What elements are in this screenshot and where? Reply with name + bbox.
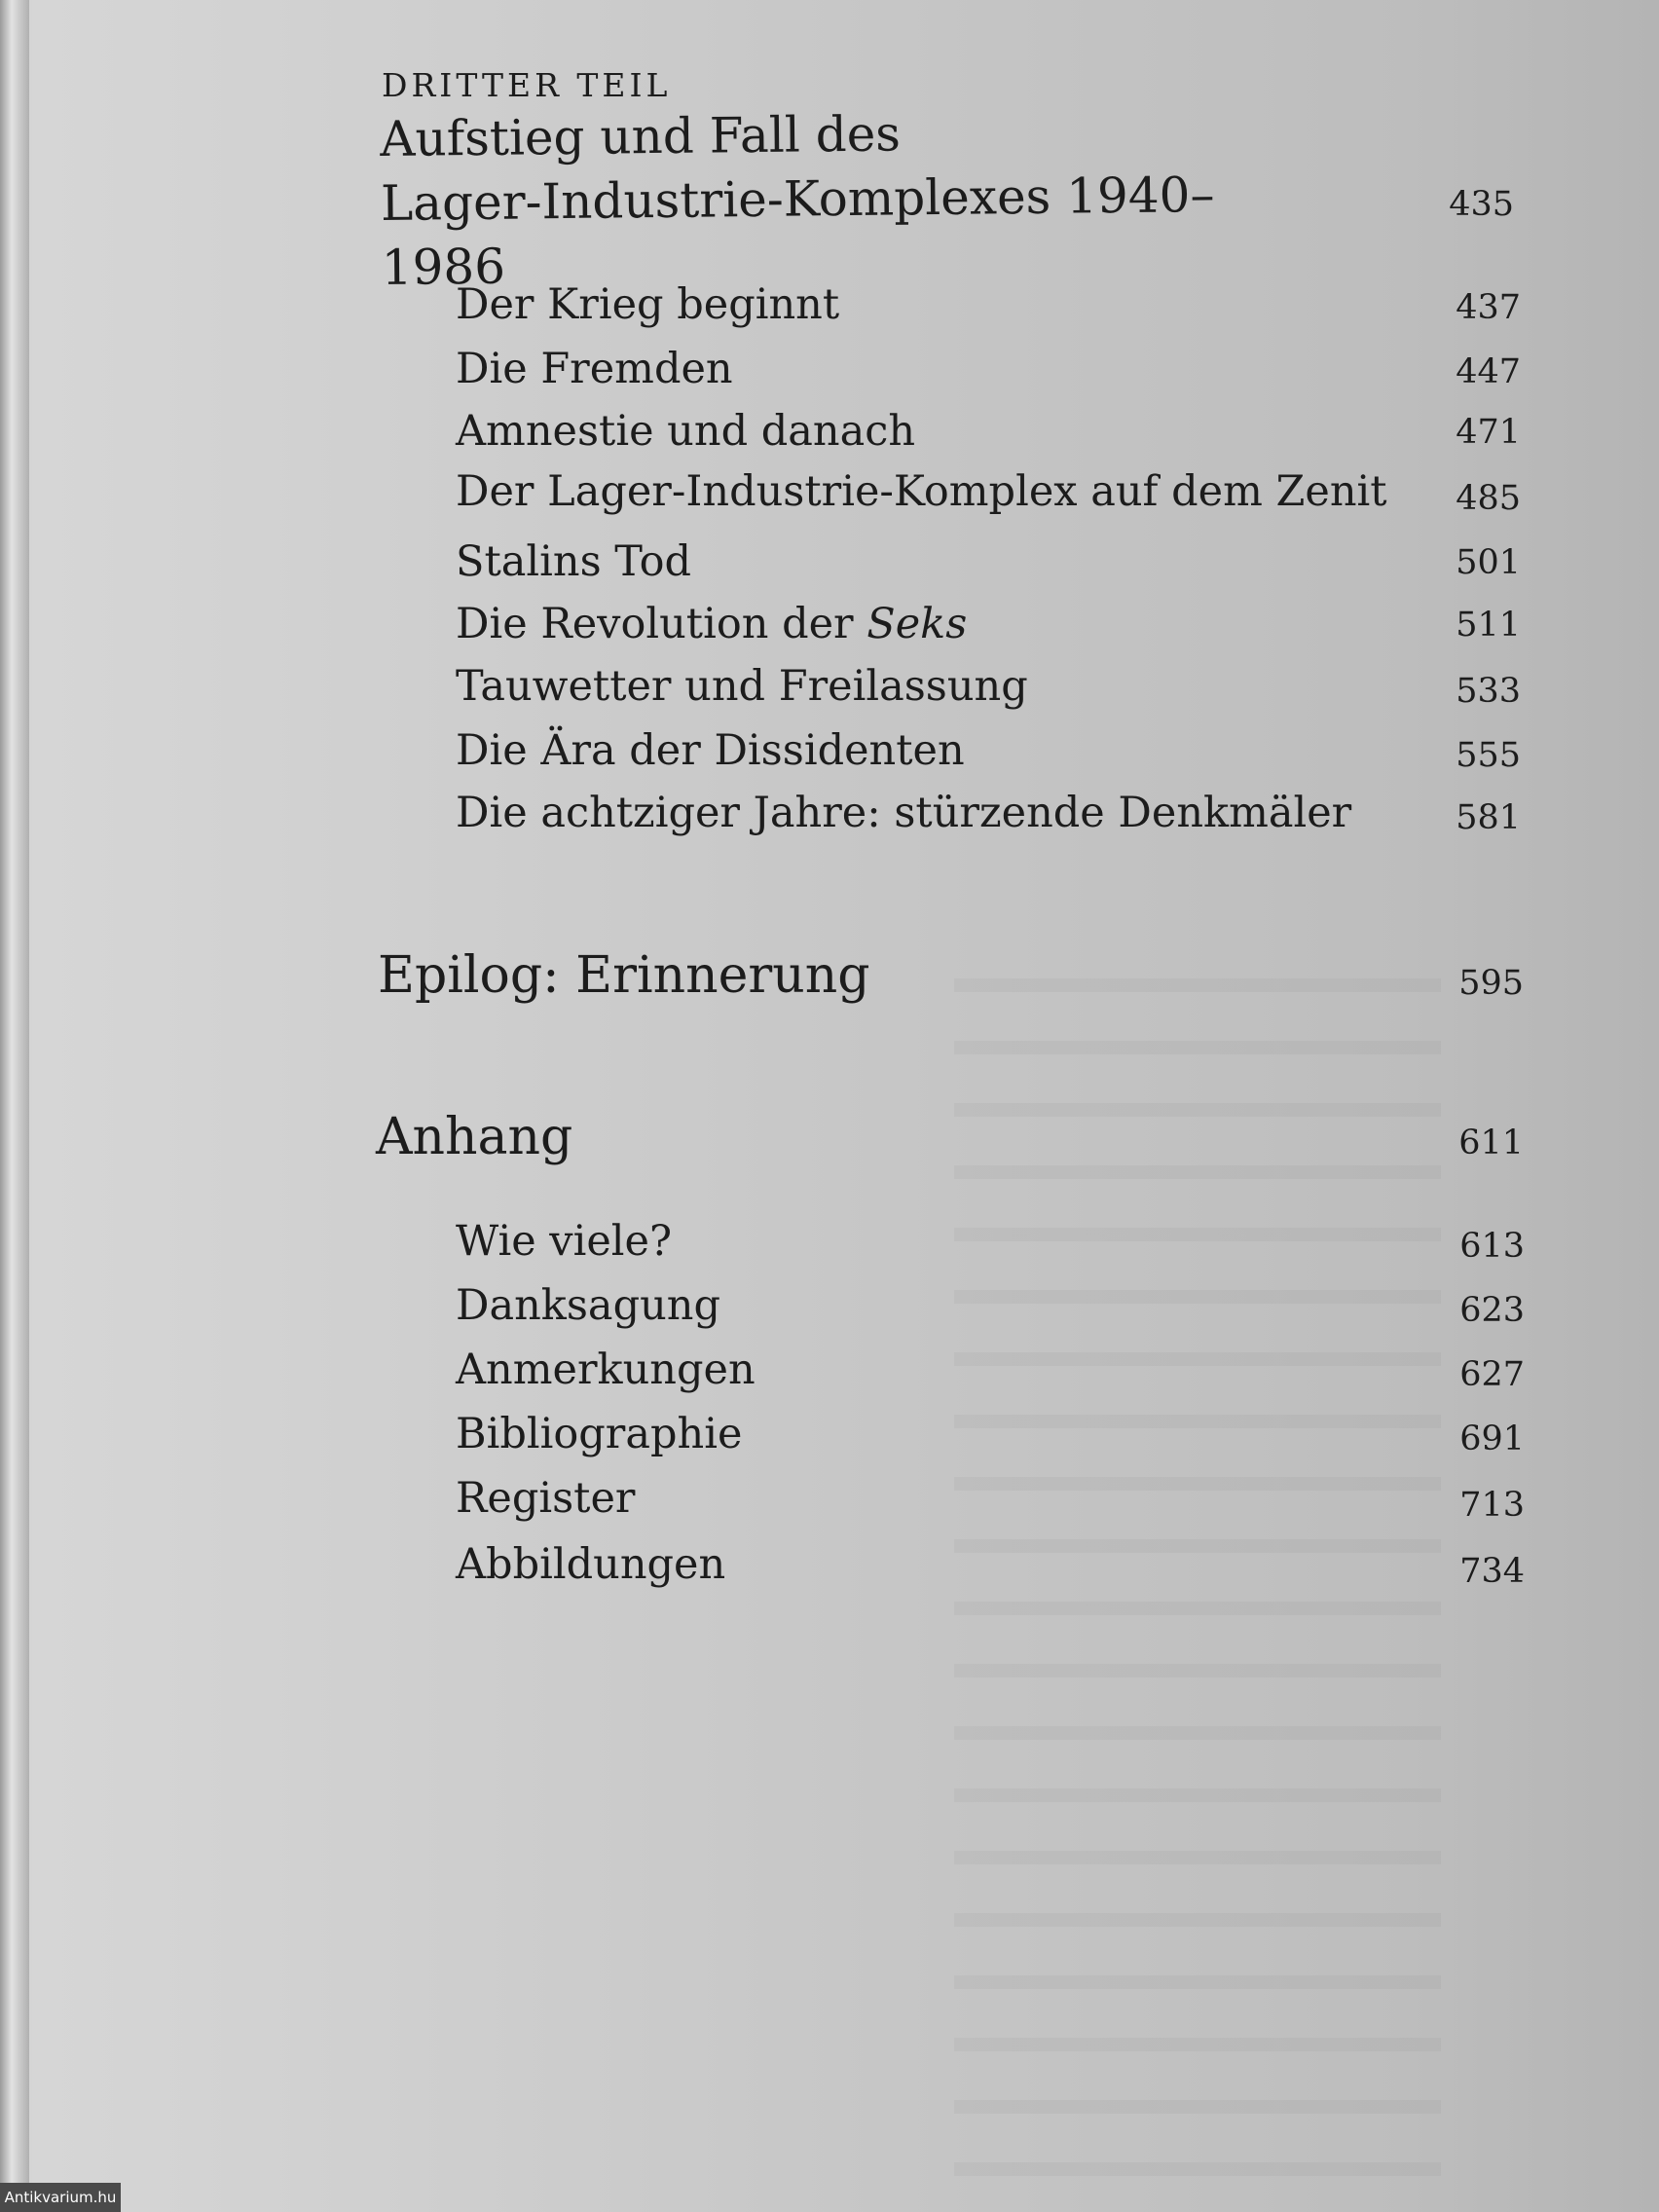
entry-title: Amnestie und danach	[456, 407, 916, 456]
toc-entry[interactable]	[456, 726, 965, 775]
epilog-page: 595	[1458, 964, 1524, 1003]
entry-title: Danksagung	[456, 1281, 721, 1330]
entry-page: 533	[1456, 672, 1521, 711]
entry-title: Der Krieg beginnt	[456, 280, 840, 329]
toc-entry[interactable]	[456, 467, 1387, 516]
entry-page: 501	[1456, 543, 1521, 582]
watermark-credit: Antikvarium.hu	[0, 2183, 121, 2212]
entry-page: 627	[1459, 1355, 1525, 1394]
entry-title: Die Revolution der	[456, 600, 867, 648]
entry-title: Abbildungen	[456, 1540, 726, 1589]
toc-entry[interactable]	[456, 662, 1028, 711]
entry-title: Die achtziger Jahre: stürzende Denkmäler	[456, 789, 1352, 837]
entry-title-italic: Seks	[866, 600, 968, 648]
entry-page: 555	[1456, 736, 1521, 775]
show-through	[954, 930, 1441, 2195]
entry-title: Bibliographie	[456, 1410, 743, 1458]
entry-page: 623	[1459, 1291, 1525, 1330]
part-page: 435	[1449, 185, 1514, 224]
entry-page: 734	[1459, 1552, 1525, 1591]
toc-entry[interactable]	[456, 407, 915, 456]
entry-page: 691	[1459, 1419, 1525, 1458]
entry-page: 713	[1459, 1486, 1525, 1525]
part-title-line1: Aufstieg und Fall des	[380, 105, 902, 167]
toc-entry[interactable]	[456, 280, 839, 329]
part-title	[380, 97, 1316, 300]
entry-page: 471	[1456, 413, 1521, 452]
entry-page: 447	[1456, 352, 1521, 391]
epilog-title[interactable]: Epilog: Erinnerung	[378, 946, 870, 1005]
entry-title: Der Lager-Industrie-Komplex auf dem Zenit	[456, 467, 1387, 516]
entry-title: Anmerkungen	[456, 1346, 756, 1394]
entry-title: Die Fremden	[456, 345, 733, 393]
toc-entry[interactable]	[456, 600, 967, 648]
toc-entry[interactable]	[456, 1281, 720, 1330]
entry-title: Die Ära der Dissidenten	[456, 726, 965, 775]
toc-entry[interactable]	[456, 1346, 756, 1394]
anhang-page: 611	[1458, 1124, 1524, 1162]
page-edge	[0, 0, 29, 2212]
entry-page: 437	[1456, 288, 1521, 327]
toc-entry[interactable]	[456, 345, 733, 393]
entry-title: Register	[456, 1474, 636, 1523]
toc-entry[interactable]	[456, 1410, 742, 1458]
anhang-title[interactable]: Anhang	[376, 1108, 573, 1166]
entry-page: 613	[1459, 1227, 1525, 1266]
entry-title: Stalins Tod	[456, 537, 692, 586]
entry-title: Tauwetter und Freilassung	[456, 662, 1028, 711]
entry-page: 581	[1456, 798, 1521, 837]
part-label: DRITTER TEIL	[382, 66, 672, 104]
part-title-line2: Lager-Industrie-Komplexes 1940–1986	[380, 166, 1215, 296]
toc-entry[interactable]	[456, 1474, 635, 1523]
entry-page: 511	[1456, 606, 1521, 645]
toc-entry[interactable]	[456, 1217, 672, 1266]
entry-page: 485	[1456, 479, 1521, 518]
toc-entry[interactable]	[456, 537, 691, 586]
toc-entry[interactable]	[456, 789, 1351, 837]
toc-entry[interactable]	[456, 1540, 725, 1589]
entry-title: Wie viele?	[456, 1217, 673, 1266]
